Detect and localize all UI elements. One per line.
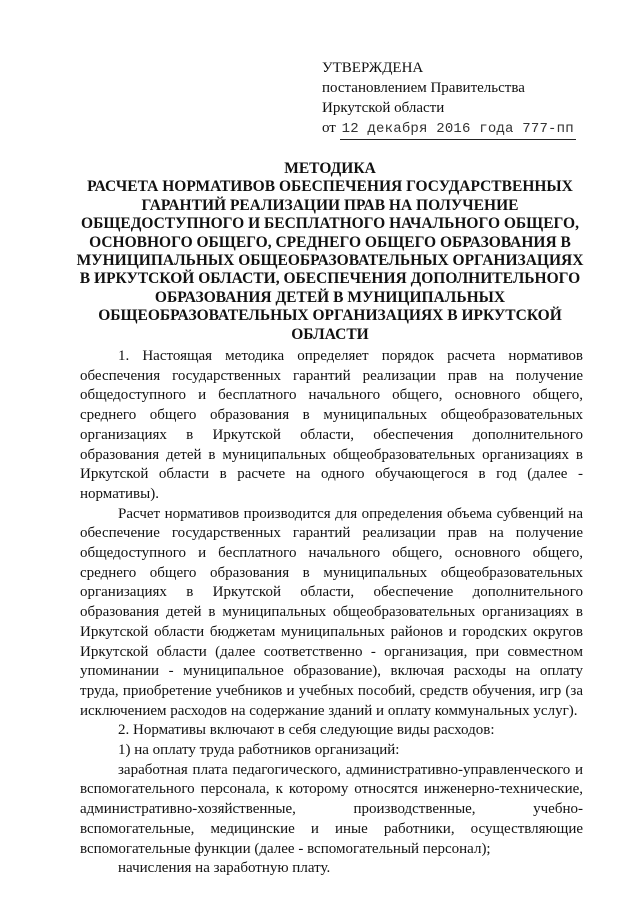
approval-date-number: 12 декабря 2016 года 777-пп [341,121,574,137]
paragraph-6: начисления на заработную плату. [118,860,331,877]
approval-heading: УТВЕРЖДЕНА [322,60,424,76]
title-line: ГАРАНТИЙ РЕАЛИЗАЦИИ ПРАВ НА ПОЛУЧЕНИЕ [141,196,519,214]
paragraph-2: Расчет нормативов производится для определения объема субвенций на обеспечение государственных гарантий реализации прав на получение общедоступного и бесплатного начального общего, основного общего, среднего общего образования в муниципальных общеобразовательных организациях в Иркутской области, обеспечение дополнительного образования детей в муниципальных общеобразовательных организациях в Иркутской области бюджетам муниципальных районов и городских округов Иркутской области (далее соответственно - организация, при совместном упоминании - муниципальное образование), включая расходы на оплату труда, приобретение учебников и учебных пособий, средств обучения, игр (за исключением расходов на содержание зданий и оплату коммунальных услуг). [80,505,583,719]
title-line: МУНИЦИПАЛЬНЫХ ОБЩЕОБРАЗОВАТЕЛЬНЫХ ОРГАНИЗАЦИЯХ [76,252,584,270]
paragraph-3: 2. Нормативы включают в себя следующие виды расходов: [118,722,495,739]
title-line: ОБЩЕОБРАЗОВАТЕЛЬНЫХ ОРГАНИЗАЦИЯХ В ИРКУТСКОЙ [98,307,562,325]
approval-from-label: от [322,120,336,136]
title-line: ОСНОВНОГО ОБЩЕГО, СРЕДНЕГО ОБЩЕГО ОБРАЗОВАНИЯ В [89,233,571,251]
title-line: ОБЩЕДОСТУПНОГО И БЕСПЛАТНОГО НАЧАЛЬНОГО ОБЩЕГО, [81,215,579,233]
approval-date-line [322,118,622,140]
title-line: ОБРАЗОВАНИЯ ДЕТЕЙ В МУНИЦИПАЛЬНЫХ [154,288,506,306]
approval-region: Иркутской области [322,100,445,116]
paragraph-5: заработная плата педагогического, административно-управленческого и вспомогательного персонала, к которому относятся инженерно-технические, административно-хозяйственные, производственные, учебно-вспомогательные, медицинские и иные работники, осуществляющие вспомогательные функции (далее - вспомогательный персонал); [80,761,583,857]
approval-by-resolution: постановлением Правительства [322,80,525,96]
paragraph-1: 1. Настоящая методика определяет порядок расчета нормативов обеспечения государственных гарантий реализации прав на получение общедоступного и бесплатного начального общего, основного общего, среднего общего образования в муниципальных общеобразовательных организациях в Иркутской области, обеспечения дополнительного образования детей в муниципальных общеобразовательных организациях в Иркутской области в расчете на одного обучающегося в год (далее - нормативы). [80,348,583,502]
document-body [80,347,583,879]
title-line: МЕТОДИКА [284,160,376,177]
approval-date-underline [340,118,576,140]
paragraph-4: 1) на оплату труда работников организаций: [118,742,400,759]
title-line: В ИРКУТСКОЙ ОБЛАСТИ, ОБЕСПЕЧЕНИЯ ДОПОЛНИТЕЛЬНОГО [79,270,581,288]
title-line: РАСЧЕТА НОРМАТИВОВ ОБЕСПЕЧЕНИЯ ГОСУДАРСТВЕННЫХ [87,178,573,196]
document-title [70,160,590,344]
approval-stamp [322,58,622,140]
title-line: ОБЛАСТИ [291,325,369,343]
